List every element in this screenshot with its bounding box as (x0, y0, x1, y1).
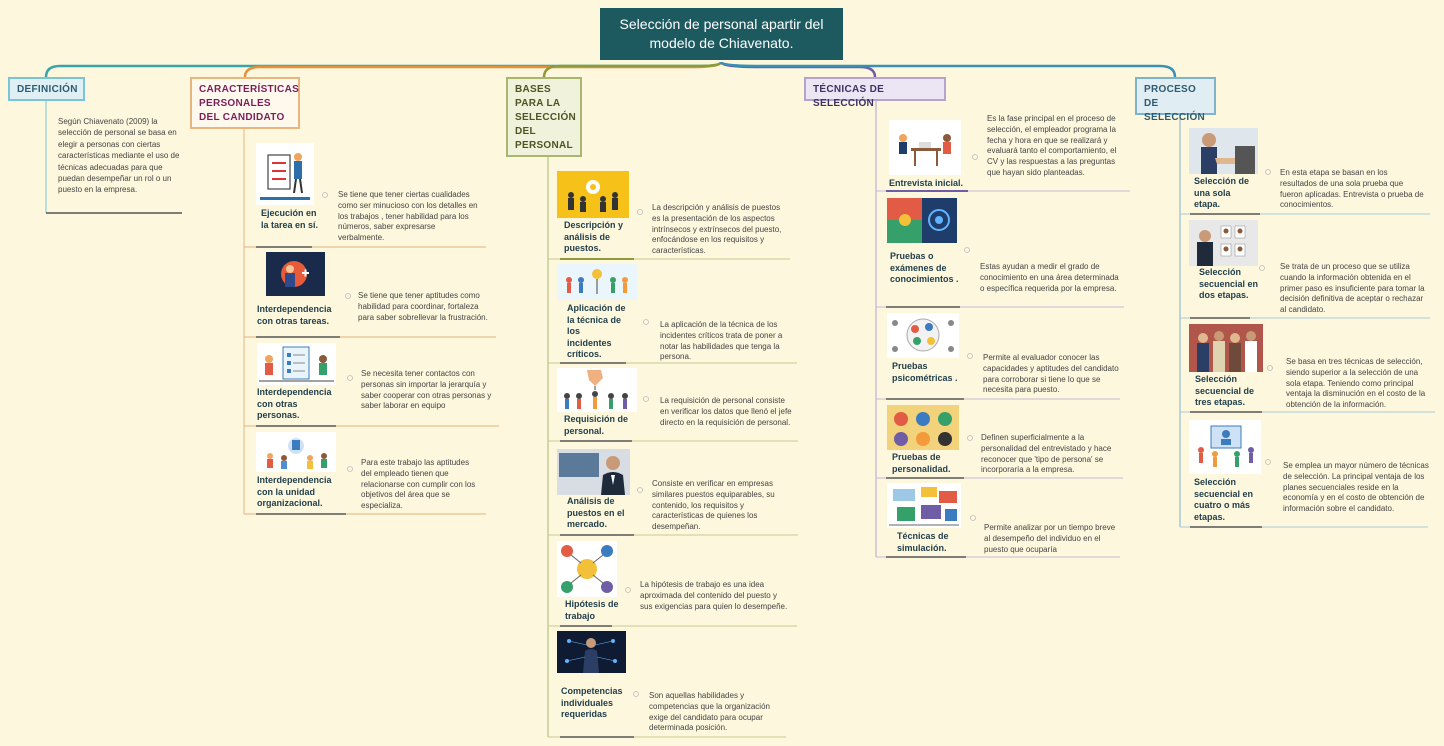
caracteristicas-item-1-desc[interactable]: Se tiene que tener ciertas cualidades como ser minucioso con los detalles en los trabajos , tener habilidad para los números, saber expresarse verbalmente. (338, 190, 478, 243)
definicion-text[interactable]: Según Chiavenato (2009) la selección de personal se basa en elegir a personas con ciertas características mediante el uso de técnicas adecuadas para que puedan desempeñar un rol o un puesto en la empresa. (58, 117, 180, 195)
personality-icon (887, 405, 959, 450)
competencies-icon (557, 631, 626, 673)
simulation-icon (887, 483, 961, 528)
caracteristicas-item-3-label[interactable]: Interdependencia con otras personas. (257, 387, 332, 420)
businessman-icon (557, 449, 630, 495)
candidates-icon (1189, 220, 1258, 266)
handshake-icon (1189, 128, 1258, 174)
proceso-item-1-label[interactable]: Selección de una sola etapa. (1194, 176, 1250, 209)
tecnicas-item-3-label[interactable]: Pruebas psicométricas . (892, 361, 958, 383)
interview-icon (889, 120, 961, 175)
branch-proceso[interactable]: PROCESO DE SELECCIÓN (1135, 77, 1216, 115)
tecnicas-item-1-label[interactable]: Entrevista inicial. (889, 178, 964, 188)
bases-item-4-desc[interactable]: Consiste en verificar en empresas similares puestos equiparables, su contenido, los requisitos y características de quienes los desempeñan. (652, 479, 775, 532)
hand-picking-icon (557, 368, 637, 412)
task-execution-icon (256, 143, 314, 205)
tecnicas-item-3-desc[interactable]: Permite al evaluador conocer las capacidades y aptitudes del candidato para corroborar si tiene lo que se necesita para puesto. (983, 353, 1119, 395)
bases-item-2-desc[interactable]: La aplicación de la técnica de los incidentes críticos trata de poner a notar las habilidades que tenga la persona. (660, 320, 783, 362)
caracteristicas-item-1-label[interactable]: Ejecución en la tarea en sí. (261, 208, 319, 230)
tecnicas-item-5-desc[interactable]: Permite analizar por un tiempo breve al desempeño del individuo en el puesto que ocuparía (984, 523, 1116, 554)
bases-item-1-desc[interactable]: La descripción y análisis de puestos es la presentación de los aspectos intrínsecos y extrínsecos del puesto, enfocándose en los requisitos y características. (652, 203, 782, 256)
brain-gears-icon (887, 313, 959, 358)
bases-item-2-label[interactable]: Aplicación de la técnica de los incidentes críticos. (567, 303, 626, 359)
branch-tecnicas[interactable]: TÉCNICAS DE SELECCIÓN (804, 77, 946, 101)
tecnicas-item-4-desc[interactable]: Definen superficialmente a la personalidad del entrevistado y hace reconocer que 'tipo de persona' se incorporaría a la empresa. (981, 433, 1112, 475)
bases-item-6-desc[interactable]: Son aquellas habilidades y competencias que la organización exige del candidato para ocupar determinada posición. (649, 691, 770, 733)
caracteristicas-item-2-desc[interactable]: Se tiene que tener aptitudes como habilidad para coordinar, fortaleza para saber sobrellevar la frustración. (358, 291, 488, 322)
root-topic[interactable]: Selección de personal apartir del modelo de Chiavenato. (600, 8, 843, 60)
branch-definicion[interactable]: DEFINICIÓN (8, 77, 85, 101)
bases-item-1-label[interactable]: Descripción y análisis de puestos. (564, 220, 624, 253)
caracteristicas-item-2-label[interactable]: Interdependencia con otras tareas. (257, 304, 332, 326)
caracteristicas-item-4-label[interactable]: Interdependencia con la unidad organizacional. (257, 475, 332, 508)
branch-bases[interactable]: BASES PARA LA SELECCIÓN DEL PERSONAL (506, 77, 582, 157)
bases-item-6-label[interactable]: Competencias individuales requeridas (561, 686, 623, 719)
caracteristicas-item-3-desc[interactable]: Se necesita tener contactos con personas sin importar la jerarquía y saber cooperar con otras personas y saber laborar en equipo (361, 369, 492, 411)
proceso-item-4-label[interactable]: Selección secuencial en cuatro o más etapas. (1194, 477, 1254, 522)
proceso-item-3-desc[interactable]: Se basa en tres técnicas de selección, siendo superior a la selección de una sola etapa. Teniendo como principal ventaja la disminución en el costo de la obtención de la información. (1286, 357, 1426, 410)
bases-item-5-desc[interactable]: La hipótesis de trabajo es una idea aproximada del contenido del puesto y sus exigencias para quien lo desempeñe. (640, 580, 788, 611)
proceso-item-4-desc[interactable]: Se emplea un mayor número de técnicas de selección. La principal ventaja de los planes secuenciales reside en la economía y en el costo de obtención de información sobre el candidato. (1283, 461, 1429, 514)
tecnicas-item-4-label[interactable]: Pruebas de personalidad. (892, 452, 951, 474)
proceso-item-2-desc[interactable]: Se trata de un proceso que se utiliza cuando la información obtenida en el primer paso es insuficiente para tomar la decisión definitiva de aceptar o rechazar al candidato. (1280, 262, 1425, 315)
tecnicas-item-1-desc[interactable]: Es la fase principal en el proceso de selección, el empleador programa la fecha y hora en que se realizará y evaluará tanto el comportamiento, el CV y las respuestas a las preguntas que hayan sido planteadas. (987, 114, 1117, 177)
organization-icon (256, 432, 336, 472)
puzzle-brain-icon (887, 198, 957, 243)
proceso-item-1-desc[interactable]: En esta etapa se basan en los resultados de una sola prueba que fueron aplicadas. Entrevista o prueba de conocimientos. (1280, 168, 1424, 210)
team-checklist-icon (257, 343, 336, 385)
group-people-icon (1189, 324, 1263, 372)
bases-item-5-label[interactable]: Hipótesis de trabajo (565, 599, 619, 621)
bases-item-3-desc[interactable]: La requisición de personal consiste en verificar los datos que llenó el jefe directo en la requisición de personal. (660, 396, 792, 427)
proceso-item-3-label[interactable]: Selección secuencial de tres etapas. (1195, 374, 1255, 407)
job-analysis-icon (557, 171, 629, 218)
tecnicas-item-2-desc[interactable]: Estas ayudan a medir el grado de conocimiento en una área determinada o específica requerida por la empresa. (980, 262, 1119, 293)
caracteristicas-item-4-desc[interactable]: Para este trabajo las aptitudes del empleado tienen que relacionarse con cumplir con los objetivos del área que se especializa. (361, 458, 476, 511)
branch-caracteristicas[interactable]: CARACTERÍSTICAS PERSONALES DEL CANDIDATO (190, 77, 300, 129)
tecnicas-item-2-label[interactable]: Pruebas o exámenes de conocimientos . (890, 251, 959, 284)
bases-item-3-label[interactable]: Requisición de personal. (564, 414, 629, 436)
critical-incidents-icon (557, 264, 637, 300)
proceso-item-2-label[interactable]: Selección secuencial en dos etapas. (1199, 267, 1259, 300)
person-presenting-icon (266, 252, 325, 296)
bases-item-4-label[interactable]: Análisis de puestos en el mercado. (567, 496, 625, 529)
network-people-icon (557, 541, 617, 597)
tecnicas-item-5-label[interactable]: Técnicas de simulación. (897, 531, 949, 553)
profile-board-icon (1189, 420, 1261, 474)
